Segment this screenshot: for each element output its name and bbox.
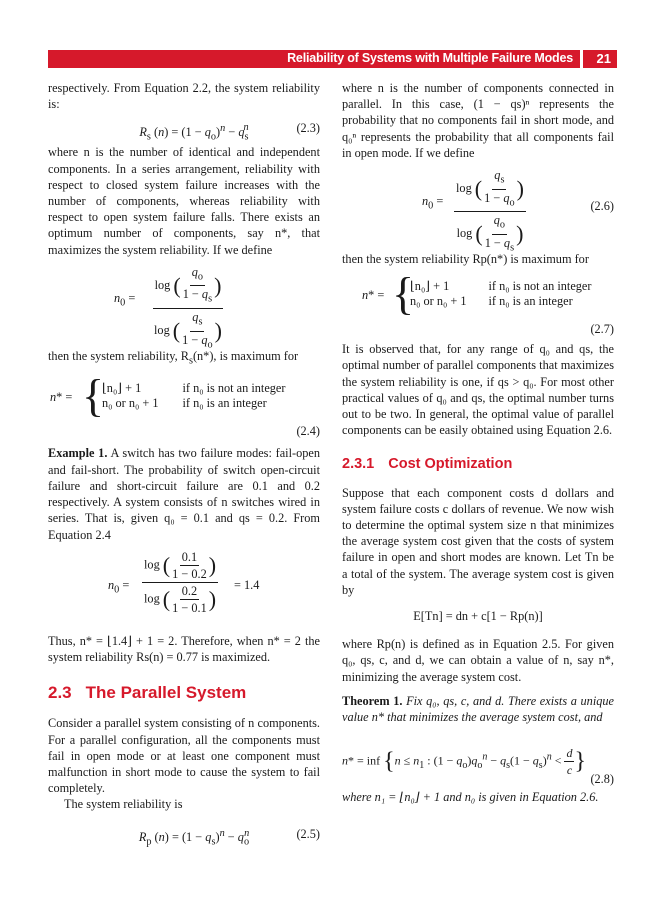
theorem-text: Fix q₀, qs, c, and d. There exists a unique value n* that minimizes the average system cost, and [342, 693, 614, 725]
frac-num: 0.2 [180, 583, 199, 600]
result: = 1.4 [234, 577, 260, 592]
case-expr: ⌊n₀⌋ + 1 [102, 381, 142, 396]
paragraph: where n is the number of components connected in parallel. In this case, (1 − qs)ⁿ represents the probability that no components fail in short mode, and q₀ⁿ represents the probability that all components fail in open mode. If we define [342, 81, 614, 160]
paragraph: Thus, n* = ⌊1.4⌋ + 1 = 2. Therefore, when n* = 2 the system reliability Rs(n) = 0.77 is maximized. [48, 633, 320, 664]
paragraph: The system reliability is [64, 797, 183, 812]
case-cond: if n₀ is not an integer [488, 279, 592, 294]
paragraph: Consider a parallel system consisting of n components. For a parallel configuration, all the components must fail in open mode or at least one component must malfunction in short mode to cause the system to fail completely. [48, 716, 320, 796]
paragraph: Suppose that each component costs d dollars and system failure costs c dollars of revenue. We now wish to determine the optimal system size n that minimizes the average system cost given that the costs of system failure in open and short modes are known. Let Tn be a total of the system. The average system cost is given by [342, 485, 614, 597]
left-brace: { [392, 268, 415, 320]
case-expr: n₀ or n₀ + 1 [410, 294, 467, 309]
subsection-title: Cost Optimization [388, 456, 513, 473]
paragraph: respectively. From Equation 2.2, the system reliability is: [48, 81, 320, 112]
equation-number: (2.5) [296, 826, 320, 841]
paragraph: It is observed that, for any range of q₀ and qs, the optimal number of parallel components that maximizes the system reliability is one, if qs > q₀. For most other practical values of q₀ and qs, the optimal number turns out to be two. In general, the optimal value of parallel components can be easily obtained using Equation 2.6. [342, 342, 614, 438]
equation-example: $n_0$ = log ( $\frac{0.1}{1 - 0.2}$ ) log ( $\frac{0.2}{1 - 0.1}$ ) = 1.4 [108, 549, 260, 616]
section-heading [48, 685, 320, 701]
running-title: Reliability of Systems with Multiple Failure Modes [287, 51, 573, 65]
equation-2-4: n* = { ⌊n₀⌋ + 1 if n₀ is not an integer n₀ or n₀ + 1 if n₀ is an integer (2.4) [50, 370, 320, 439]
running-header [48, 50, 617, 68]
equation-2-6: $n_0$ = log ( $\frac{q_s}{1 - q_o}$ ) log ( $\frac{q_o}{1 - q_s}$ ) (2.6) [422, 168, 614, 254]
paragraph-cont: (n*), is maximum for [192, 348, 299, 363]
equation-2-8: n* = inf {$n \le n_1$ : $(1 - q_o)q_o^n - q_s(1 - q_s)^n$ < $\frac{d}{c}$ } (2.8) [342, 746, 614, 787]
equation-n0-series: $n_0$ = log ( $\frac{q_o}{1 - q_s}$ ) log ( $\frac{q_s}{1 - q_o}$ ) [114, 264, 222, 351]
left-brace: { [82, 370, 105, 422]
case-cond: if n₀ is an integer [182, 396, 267, 411]
example-label: Example 1. [48, 446, 108, 461]
frac-den: 1 − 0.1 [172, 601, 207, 616]
right-column [342, 80, 614, 805]
subsection-heading [342, 456, 614, 472]
section-title: The Parallel System [85, 683, 247, 703]
cost-equation: E[Tn] = dn + c[1 − Rp(n)] [413, 609, 543, 624]
example-text: A switch has two failure modes: fail-open and fail-short. The probability of switch open-circuit failure and short-circuit failure are 0.1 and 0.2 respectively. A system consists of n switches wired in series. That is, given q₀ = 0.1 and qs = 0.2. From Equation 2.4 [48, 446, 320, 542]
equation-number: (2.3) [296, 121, 320, 136]
case-cond: if n₀ is an integer [488, 294, 573, 309]
case-expr: n₀ or n₀ + 1 [102, 396, 159, 411]
header-separator [580, 50, 583, 68]
paragraph: then the system reliability Rp(n*) is maximum for [342, 252, 589, 267]
paragraph: then the system reliability, R [48, 348, 189, 363]
left-column: respectively. From Equation 2.2, the system reliability is: $R_s$ $(n) = (1 - q_o)^n - q_s^n$ (2.3) where n is the number of identical and independent components. In a series arrangement, reliability with respect to closed system failure increases with the number of components, whereas reliability with respect to open system failure falls. There exists an optimum number of components, say n*, that maximizes the system reliability. If we define $n_0$ = log ( $\frac{q_o}{1 - q_s}$ ) log ( $\frac{q_s}{1 - q_o}$ ) then the system reliability, $R_s(n*)$, is maximum for n* = { ⌊n₀⌋ + 1 if n₀ is not an integer n₀ or n₀ + 1 if n₀ is an integer (2.4) Example 1. A switch has two failure modes: fail-open and fail-short. The probability of switch open-circuit failure and short-circuit failure are 0.1 and 0.2 respectively. A system consists of n switches wired in series. That is, given q₀ = 0.1 and qs = 0.2. From Equation 2.4 $n_0$ = log ( $\frac{0.1}{1 - 0.2}$ ) log ( $\frac{0.2}{1 - 0.1}$ ) = 1.4 Thus, n* = ⌊1.4⌋ + 1 = 2. Therefore, when n* = 2 the system reliability Rs(n) = 0.77 is maximized. 2.3 The Parallel System Consider a parallel system consisting of n components. For a parallel configuration, all the components must fail in open mode or at least one component must malfunction in short mode to cause the system to fail completely. The system reliability is $R_p$ $(n) = (1 - q_s)^n - q_o^n$ (2.5) [48, 81, 320, 848]
frac-den: 1 − 0.2 [172, 566, 207, 581]
equation-number: (2.7) [590, 322, 614, 337]
subsection-number: 2.3.1 [342, 456, 375, 473]
theorem-label: Theorem 1. [342, 693, 403, 708]
equation-2-3: $R_s$ $(n) = (1 - q_o)^n - q_s^n$ (2.3) [48, 117, 320, 139]
equation-number: (2.6) [590, 198, 614, 213]
paragraph: where n is the number of identical and independent components. In a series arrangement, reliability with respect to closed system failure increases with the number of components, whereas reliability with respect to open system failure falls. There exists an optimum number of components, say n*, that maximizes the system reliability. If we define [48, 145, 320, 257]
section-number: 2.3 [48, 683, 72, 703]
equation-number: (2.8) [590, 772, 614, 787]
equation-2-5: $R_p$ $(n) = (1 - q_s)^n - q_o^n$ (2.5) [48, 823, 320, 845]
page-number: 21 [596, 51, 611, 66]
case-expr: ⌊n₀⌋ + 1 [410, 279, 450, 294]
paragraph: where n₁ = ⌊n₀⌋ + 1 and n₀ is given in Equation 2.6. [342, 790, 599, 805]
paragraph: where Rp(n) is defined as in Equation 2.5. For given q₀, qs, c, and d, we can obtain a value of n, say n*, minimizing the average system cost. [342, 637, 614, 684]
equation-2-7: n* = { ⌊n₀⌋ + 1 if n₀ is not an integer n₀ or n₀ + 1 if n₀ is an integer (2.7) [362, 268, 614, 337]
equation-number: (2.4) [296, 424, 320, 439]
frac-num: 0.1 [180, 549, 199, 566]
case-cond: if n₀ is not an integer [182, 381, 286, 396]
